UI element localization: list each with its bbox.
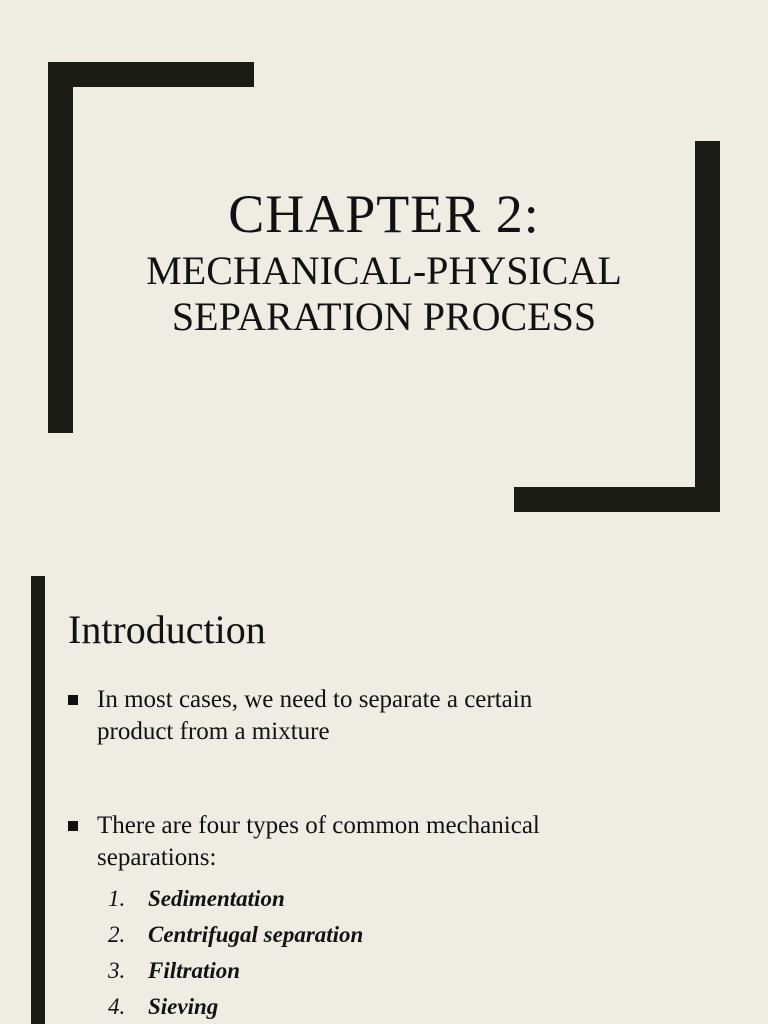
bullet-line: separations:	[97, 844, 217, 871]
frame-bracket-bottom-right-horizontal	[514, 487, 720, 512]
list-number: 2.	[108, 922, 126, 947]
bullet-text	[97, 810, 708, 874]
bullet-line: product from a mixture	[97, 718, 330, 745]
list-number: 1.	[108, 886, 126, 911]
list-item	[108, 917, 363, 953]
list-label: Sedimentation	[148, 886, 285, 911]
frame-bracket-top-left-horizontal	[48, 62, 254, 87]
bullet-item	[68, 810, 708, 874]
list-item	[108, 989, 363, 1024]
bullet-line: In most cases, we need to separate a certain	[97, 686, 533, 713]
bullet-line: There are four types of common mechanical	[97, 812, 540, 839]
chapter-title: CHAPTER 2:	[228, 184, 540, 244]
list-item	[108, 953, 363, 989]
bullet-item	[68, 684, 708, 748]
list-number: 3.	[108, 958, 126, 983]
subtitle-line-2: SEPARATION PROCESS	[171, 294, 597, 339]
separation-types-list	[108, 881, 363, 1024]
list-label: Filtration	[148, 958, 241, 983]
list-label: Centrifugal separation	[148, 922, 364, 947]
introduction-slide	[0, 548, 768, 1024]
square-bullet-icon	[68, 695, 78, 705]
title-block	[0, 184, 768, 340]
chapter-subtitle	[0, 248, 768, 340]
list-item	[108, 881, 363, 917]
intro-heading: Introduction	[68, 607, 266, 652]
accent-rule	[31, 576, 45, 1024]
subtitle-line-1: MECHANICAL-PHYSICAL	[146, 248, 622, 293]
square-bullet-icon	[68, 821, 78, 831]
list-label: Sieving	[148, 994, 219, 1019]
bullet-text	[97, 684, 708, 748]
list-number: 4.	[108, 994, 126, 1019]
